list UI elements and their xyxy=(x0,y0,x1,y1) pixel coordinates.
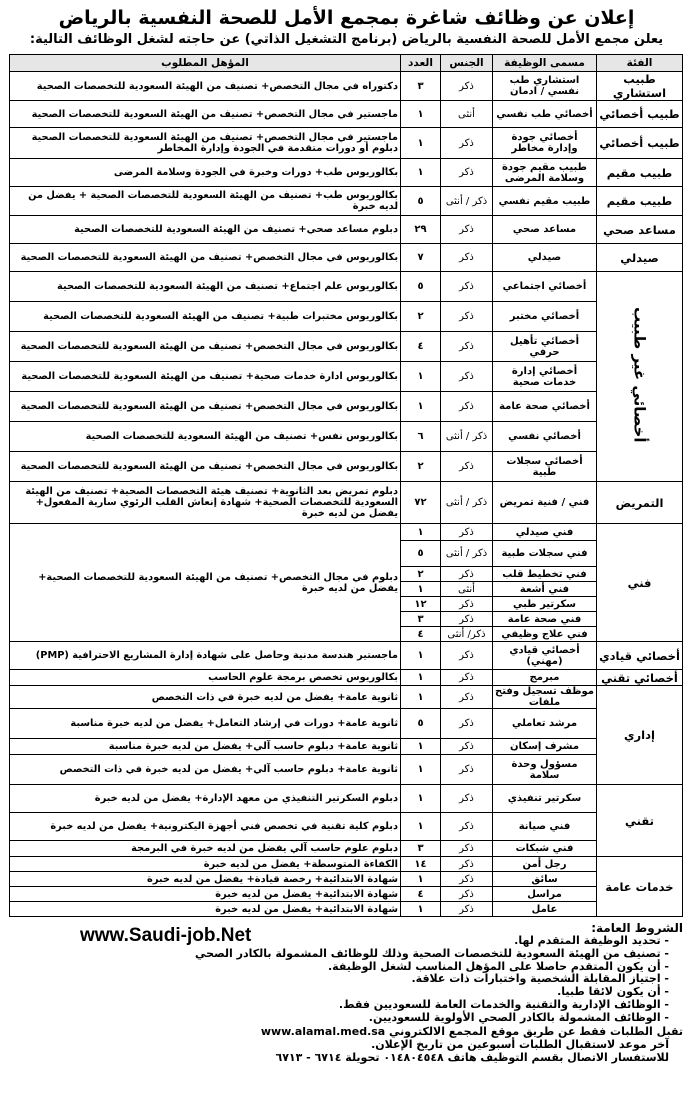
list-item: - أن يكون المتقدم حاصلا على المؤهل المناسب لشغل الوظيفة. xyxy=(10,961,669,974)
job-title: فني صيانة xyxy=(493,813,597,841)
job-gender: ذكر xyxy=(441,332,493,362)
job-gender: ذكر xyxy=(441,785,493,813)
job-gender: ذكر xyxy=(441,524,493,541)
job-category: أخصائي قيادي xyxy=(597,642,683,670)
job-title: أخصائي اجتماعي xyxy=(493,272,597,302)
job-title: مرشد تعاملي xyxy=(493,709,597,739)
job-gender: ذكر xyxy=(441,686,493,709)
job-gender: ذكر xyxy=(441,452,493,482)
job-category: طبيب مقيم xyxy=(597,187,683,216)
job-count: ١ xyxy=(401,101,441,128)
job-qualification: ثانوية عامة+ دبلوم حاسب آلي+ يفضل من لديه خبرة في ذات التخصص xyxy=(10,755,401,785)
footer xyxy=(10,921,683,1071)
table-row xyxy=(10,392,683,422)
job-title: أخصائي مختبر xyxy=(493,302,597,332)
job-qualification: ثانوية عامة+ دبلوم حاسب آلي+ يفضل من لديه خبرة مناسبة xyxy=(10,739,401,755)
table-row xyxy=(10,302,683,332)
job-gender: ذكر xyxy=(441,272,493,302)
column-header: العدد xyxy=(401,55,441,72)
job-title: استشاري طب نفسي / ادمان xyxy=(493,72,597,101)
table-row xyxy=(10,642,683,670)
job-count: ٥ xyxy=(401,187,441,216)
job-qualification: بكالوريوس في مجال التخصص+ تصنيف من الهيئة السعودية للتخصصات الصحية xyxy=(10,332,401,362)
job-qualification: بكالوريوس في مجال التخصص+ تصنيف من الهيئة السعودية للتخصصات الصحية xyxy=(10,392,401,422)
job-qualification: شهادة الابتدائية+ يفضل من لديه خبرة xyxy=(10,887,401,902)
table-row xyxy=(10,739,683,755)
job-count: ٧ xyxy=(401,244,441,272)
job-title: أخصائي قيادي (مهني) xyxy=(493,642,597,670)
job-title: سكرتير تنفيذي xyxy=(493,785,597,813)
list-item: - الوظائف الإدارية والتقنية والخدمات العامة للسعوديين فقط. xyxy=(10,999,669,1012)
job-title: أخصائي طب نفسي xyxy=(493,101,597,128)
job-count: ١٤ xyxy=(401,857,441,872)
job-qualification: بكالوريوس مختبرات طبية+ تصنيف من الهيئة السعودية للتخصصات الصحية xyxy=(10,302,401,332)
job-count: ١ xyxy=(401,813,441,841)
table-row xyxy=(10,452,683,482)
table-row xyxy=(10,902,683,917)
job-gender: ذكر xyxy=(441,670,493,686)
job-title: سائق xyxy=(493,872,597,887)
job-gender: ذكر xyxy=(441,739,493,755)
job-title: صيدلي xyxy=(493,244,597,272)
job-category: طبيب أخصائي xyxy=(597,128,683,159)
job-title: فني صحة عامة xyxy=(493,612,597,627)
job-category: إداري xyxy=(597,686,683,785)
job-gender: ذكر xyxy=(441,813,493,841)
job-gender: ذكر xyxy=(441,392,493,422)
job-title: رجل أمن xyxy=(493,857,597,872)
job-count: ٤ xyxy=(401,887,441,902)
job-category: صيدلي xyxy=(597,244,683,272)
job-gender: ذكر/ أنثى xyxy=(441,627,493,642)
job-qualification: دبلوم مساعد صحي+ تصنيف من الهيئة السعودية للتخصصات الصحية xyxy=(10,216,401,244)
page-title: إعلان عن وظائف شاغرة بمجمع الأمل للصحة النفسية بالرياض xyxy=(58,7,635,29)
job-gender: ذكر xyxy=(441,612,493,627)
job-title: مراسل xyxy=(493,887,597,902)
job-count: ١ xyxy=(401,739,441,755)
job-gender: ذكر xyxy=(441,244,493,272)
column-header: الجنس xyxy=(441,55,493,72)
job-gender: ذكر xyxy=(441,709,493,739)
job-qualification: الكفاءة المتوسطة+ يفضل من لديه خبرة xyxy=(10,857,401,872)
job-qualification: شهادة الابتدائية+ يفضل من لديه خبرة xyxy=(10,902,401,917)
job-gender: ذكر xyxy=(441,755,493,785)
job-count: ٥ xyxy=(401,709,441,739)
job-gender: ذكر xyxy=(441,302,493,332)
job-qualification: شهادة الابتدائية+ رخصة قيادة+ يفضل من لديه خبرة xyxy=(10,872,401,887)
job-gender: ذكر xyxy=(441,887,493,902)
job-count: ١ xyxy=(401,755,441,785)
table-row xyxy=(10,72,683,101)
job-title: فني تخطيط قلب xyxy=(493,567,597,582)
job-title: أخصائي إدارة خدمات صحية xyxy=(493,362,597,392)
list-item: - أن يكون لائقا طبيا. xyxy=(10,986,669,999)
job-gender: أنثى xyxy=(441,101,493,128)
table-row xyxy=(10,524,683,541)
table-row xyxy=(10,187,683,216)
job-gender: ذكر xyxy=(441,642,493,670)
contact-line: للاستفسار الاتصال بقسم التوظيف هاتف ٠١٤٨٠٤٥٤٨ تحويلة ٦٧١٤ - ٦٧١٣ xyxy=(275,1050,669,1064)
job-count: ١ xyxy=(401,670,441,686)
column-header: المؤهل المطلوب xyxy=(10,55,401,72)
job-gender: ذكر xyxy=(441,72,493,101)
job-count: ٥ xyxy=(401,272,441,302)
job-count: ٣ xyxy=(401,841,441,857)
table-row xyxy=(10,785,683,813)
jobs-table xyxy=(9,54,683,917)
job-count: ٢ xyxy=(401,452,441,482)
job-gender: ذكر / أنثى xyxy=(441,541,493,567)
list-item: - الوظائف المشمولة بالكادر الصحي الأولوية للسعوديين. xyxy=(10,1012,669,1025)
job-qualification: بكالوريوس نفس+ تصنيف من الهيئة السعودية للتخصصات الصحية xyxy=(10,422,401,452)
job-count: ١ xyxy=(401,902,441,917)
table-row xyxy=(10,857,683,872)
table-row xyxy=(10,244,683,272)
job-gender: ذكر xyxy=(441,872,493,887)
list-item: - اجتياز المقابلة الشخصية واختبارات ذات علاقة. xyxy=(10,973,669,986)
job-qualification: بكالوريوس في مجال التخصص+ تصنيف من الهيئة السعودية للتخصصات الصحية xyxy=(10,244,401,272)
column-header: مسمى الوظيفة xyxy=(493,55,597,72)
job-category: خدمات عامة xyxy=(597,857,683,917)
job-gender: ذكر / أنثى xyxy=(441,422,493,452)
job-title: أخصائي صحة عامة xyxy=(493,392,597,422)
table-row xyxy=(10,686,683,709)
table-row xyxy=(10,887,683,902)
table-row xyxy=(10,216,683,244)
job-qualification: دبلوم تمريض بعد الثانوية+ تصنيف هيئة التخصصات الصحية+ تصنيف من الهيئة السعودية للتخصصات الصحية+ شهادة إنعاش القلب الرئوي سارية المفعول+ يفضل من لديه خبرة xyxy=(10,482,401,524)
table-row xyxy=(10,159,683,187)
job-title: أخصائي نفسي xyxy=(493,422,597,452)
job-title: فني سجلات طبية xyxy=(493,541,597,567)
table-row xyxy=(10,422,683,452)
table-header-row xyxy=(10,55,683,72)
job-title: سكرتير طبي xyxy=(493,597,597,612)
column-header: الفئة xyxy=(597,55,683,72)
table-row xyxy=(10,670,683,686)
job-gender: ذكر xyxy=(441,128,493,159)
job-title: عامل xyxy=(493,902,597,917)
table-row xyxy=(10,332,683,362)
job-count: ١ xyxy=(401,128,441,159)
job-count: ٢ xyxy=(401,302,441,332)
job-title: أخصائي تأهيل حرفي xyxy=(493,332,597,362)
job-title: فني شبكات xyxy=(493,841,597,857)
job-title: طبيب مقيم جودة وسلامة المرضى xyxy=(493,159,597,187)
job-title: أخصائي سجلات طبية xyxy=(493,452,597,482)
conditions-title: الشروط العامة: xyxy=(591,921,683,935)
table-row xyxy=(10,872,683,887)
job-qualification: دبلوم علوم حاسب آلي يفضل من لديه خبرة في البرمجة xyxy=(10,841,401,857)
table-row xyxy=(10,362,683,392)
job-qualification: بكالوريوس طب+ تصنيف من الهيئة السعودية للتخصصات الصحية + يفضل من لديه خبرة xyxy=(10,187,401,216)
job-count: ١ xyxy=(401,686,441,709)
table-row xyxy=(10,128,683,159)
job-gender: أنثى xyxy=(441,582,493,597)
job-title: مشرف إسكان xyxy=(493,739,597,755)
job-category-group xyxy=(597,272,683,482)
job-qualification: دبلوم السكرتير التنفيذي من معهد الإدارة+ يفضل من لديه خبرة xyxy=(10,785,401,813)
job-count: ٤ xyxy=(401,332,441,362)
job-count: ١ xyxy=(401,524,441,541)
job-gender: ذكر xyxy=(441,841,493,857)
table-row xyxy=(10,482,683,524)
job-category: فني xyxy=(597,524,683,642)
table-row xyxy=(10,841,683,857)
job-title: مساعد صحي xyxy=(493,216,597,244)
job-title: فني / فنية تمريض xyxy=(493,482,597,524)
job-qualification: ثانوية عامة+ يفضل من لديه خبرة في ذات التخصص xyxy=(10,686,401,709)
job-title: فني صيدلي xyxy=(493,524,597,541)
job-count: ١ xyxy=(401,642,441,670)
apply-line: تقبل الطلبات فقط عن طريق موقع المجمع الالكتروني www.alamal.med.sa xyxy=(260,1024,683,1038)
site-badge: www.Saudi-job.Net xyxy=(80,925,252,946)
deadline-line: آخر موعد لاستقبال الطلبات أسبوعين من تاريخ الإعلان. xyxy=(371,1037,669,1051)
job-count: ١ xyxy=(401,785,441,813)
job-category: أخصائي تقني xyxy=(597,670,683,686)
job-qualification: ماجستير في مجال التخصص+ تصنيف من الهيئة السعودية للتخصصات الصحية xyxy=(10,101,401,128)
job-count: ١ xyxy=(401,362,441,392)
job-title: طبيب مقيم نفسي xyxy=(493,187,597,216)
job-gender: ذكر / أنثى xyxy=(441,187,493,216)
job-gender: ذكر xyxy=(441,362,493,392)
job-count: ٧٢ xyxy=(401,482,441,524)
job-gender: ذكر xyxy=(441,857,493,872)
job-count: ٤ xyxy=(401,627,441,642)
page-subtitle: يعلن مجمع الأمل للصحة النفسية بالرياض (برنامج التشغيل الذاتي) عن حاجته لشغل الوظائف التالية: xyxy=(29,32,664,47)
job-title: مبرمج xyxy=(493,670,597,686)
job-title: فني علاج وظيفي xyxy=(493,627,597,642)
job-category: مساعد صحي xyxy=(597,216,683,244)
table-row xyxy=(10,101,683,128)
job-title: موظف تسجيل وفتح ملفات xyxy=(493,686,597,709)
job-count: ١ xyxy=(401,392,441,422)
job-gender: ذكر xyxy=(441,902,493,917)
table-row xyxy=(10,755,683,785)
table-row xyxy=(10,709,683,739)
job-count: ١٢ xyxy=(401,597,441,612)
job-qualification: بكالوريوس علم اجتماع+ تصنيف من الهيئة السعودية للتخصصات الصحية xyxy=(10,272,401,302)
job-qualification: دكتوراه في مجال التخصص+ تصنيف من الهيئة السعودية للتخصصات الصحية xyxy=(10,72,401,101)
job-gender: ذكر xyxy=(441,159,493,187)
job-qualification: بكالوريوس تخصص برمجة علوم الحاسب xyxy=(10,670,401,686)
conditions-list xyxy=(10,935,683,1025)
list-item: - تصنيف من الهيئة السعودية للتخصصات الصحية وذلك للوظائف المشمولة بالكادر الصحي xyxy=(10,948,669,961)
job-category: طبيب مقيم xyxy=(597,159,683,187)
job-category: طبيب استشاري xyxy=(597,72,683,101)
job-gender: ذكر xyxy=(441,216,493,244)
job-count: ١ xyxy=(401,872,441,887)
job-qualification: ماجستير هندسة مدنية وحاصل على شهادة إدارة المشاريع الاحترافية (PMP) xyxy=(10,642,401,670)
job-qualification: بكالوريوس ادارة خدمات صحية+ تصنيف من الهيئة السعودية للتخصصات الصحية xyxy=(10,362,401,392)
job-gender: ذكر xyxy=(441,567,493,582)
job-count: ٥ xyxy=(401,541,441,567)
job-count: ١ xyxy=(401,159,441,187)
job-category: طبيب أخصائي xyxy=(597,101,683,128)
job-qualification: ثانوية عامة+ دورات في إرشاد التعامل+ يفضل من لديه خبرة مناسبة xyxy=(10,709,401,739)
job-gender: ذكر / أنثى xyxy=(441,482,493,524)
job-category: تقني xyxy=(597,785,683,857)
job-count: ٦ xyxy=(401,422,441,452)
job-title: فني أشعة xyxy=(493,582,597,597)
job-qualification: دبلوم كلية تقنية في تخصص فني أجهزة اليكترونية+ يفضل من لديه خبرة xyxy=(10,813,401,841)
job-qualification: دبلوم في مجال التخصص+ تصنيف من الهيئة السعودية للتخصصات الصحية+ يفضل من لديه خبرة xyxy=(10,524,401,642)
job-qualification: بكالوريوس طب+ دورات وخبرة في الجودة وسلامة المرضى xyxy=(10,159,401,187)
job-title: أخصائي جودة وإدارة مخاطر xyxy=(493,128,597,159)
job-qualification: ماجستير في مجال التخصص+ تصنيف من الهيئة السعودية للتخصصات الصحية دبلوم أو دورات متقدمة في الجودة وإدارة المخاطر xyxy=(10,128,401,159)
job-title: مسؤول وحدة سلامة xyxy=(493,755,597,785)
non-doctor-category-label: أخصائي غير طبيب xyxy=(630,307,649,443)
job-qualification: بكالوريوس في مجال التخصص+ تصنيف من الهيئة السعودية للتخصصات الصحية xyxy=(10,452,401,482)
job-category: التمريض xyxy=(597,482,683,524)
table-row xyxy=(10,813,683,841)
list-item: - تحديد الوظيفة المتقدم لها. xyxy=(10,935,669,948)
job-count: ٢٩ xyxy=(401,216,441,244)
job-count: ١ xyxy=(401,582,441,597)
table-row xyxy=(10,272,683,302)
job-gender: ذكر xyxy=(441,597,493,612)
job-count: ٢ xyxy=(401,567,441,582)
job-count: ٣ xyxy=(401,612,441,627)
job-count: ٣ xyxy=(401,72,441,101)
